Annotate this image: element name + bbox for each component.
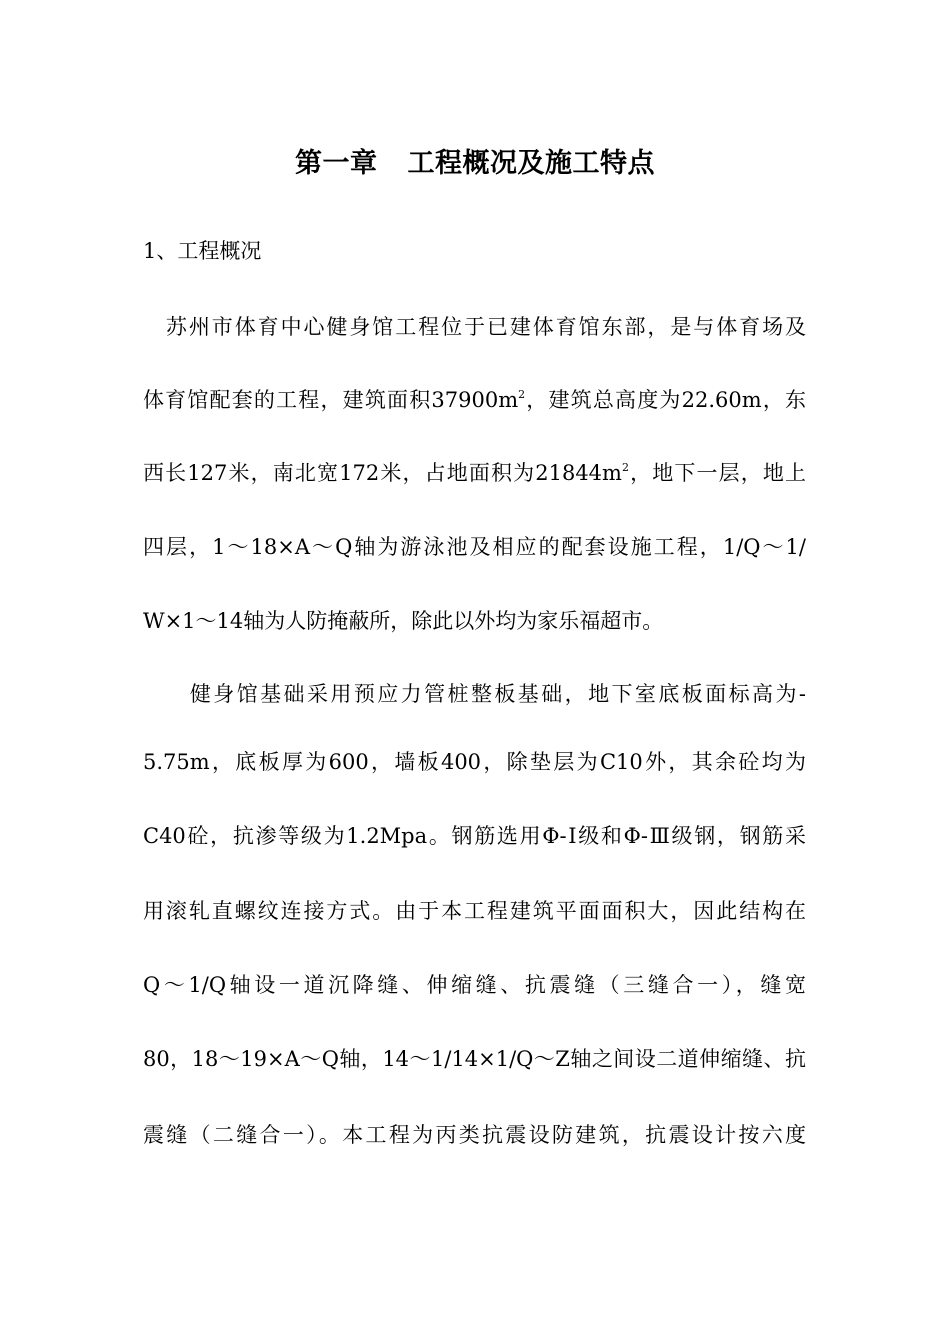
paragraph-line: 体育馆配套的工程，建筑面积$37900m^2$，建筑总高度为22.60m，东	[143, 388, 807, 412]
paragraph-line: 苏州市体育中心健身馆工程位于已建体育馆东部，是与体育场及	[143, 315, 806, 339]
chapter-title	[0, 141, 950, 180]
paragraph-line: W×1～14轴为人防掩蔽所，除此以外均为家乐福超市。	[143, 609, 664, 633]
section-heading: 1、工程概况	[143, 239, 262, 263]
paragraph-line: 5.75m，底板厚为600，墙板400，除垫层为C10外，其余砼均为	[143, 750, 806, 774]
chapter-number: 第一章	[295, 148, 378, 179]
paragraph-line: 四层，1～18×A～Q轴为游泳池及相应的配套设施工程，1/Q～1/	[143, 535, 806, 559]
paragraph-line: C40砼，抗渗等级为1.2Mpa。钢筋选用Φ-Ⅰ级和Φ-Ⅲ级钢，钢筋采	[143, 824, 806, 848]
paragraph-line: 健身馆基础采用预应力管桩整板基础，地下室底板面标高为-	[143, 682, 806, 706]
paragraph-line: Q～1/Q轴设一道沉降缝、伸缩缝、抗震缝（三缝合一），缝宽	[143, 973, 806, 997]
paragraph-line: 西长127米，南北宽172米，占地面积为$21844m^2$，地下一层，地上	[143, 461, 807, 485]
paragraph-line: 震缝（二缝合一）。本工程为丙类抗震设防建筑，抗震设计按六度	[143, 1123, 806, 1147]
chapter-name: 工程概况及施工特点	[407, 148, 655, 179]
paragraph-line: 80，18～19×A～Q轴，14～1/14×1/Q～Z轴之间设二道伸缩缝、抗	[143, 1047, 806, 1071]
paragraph-line: 用滚轧直螺纹连接方式。由于本工程建筑平面面积大，因此结构在	[143, 899, 806, 923]
